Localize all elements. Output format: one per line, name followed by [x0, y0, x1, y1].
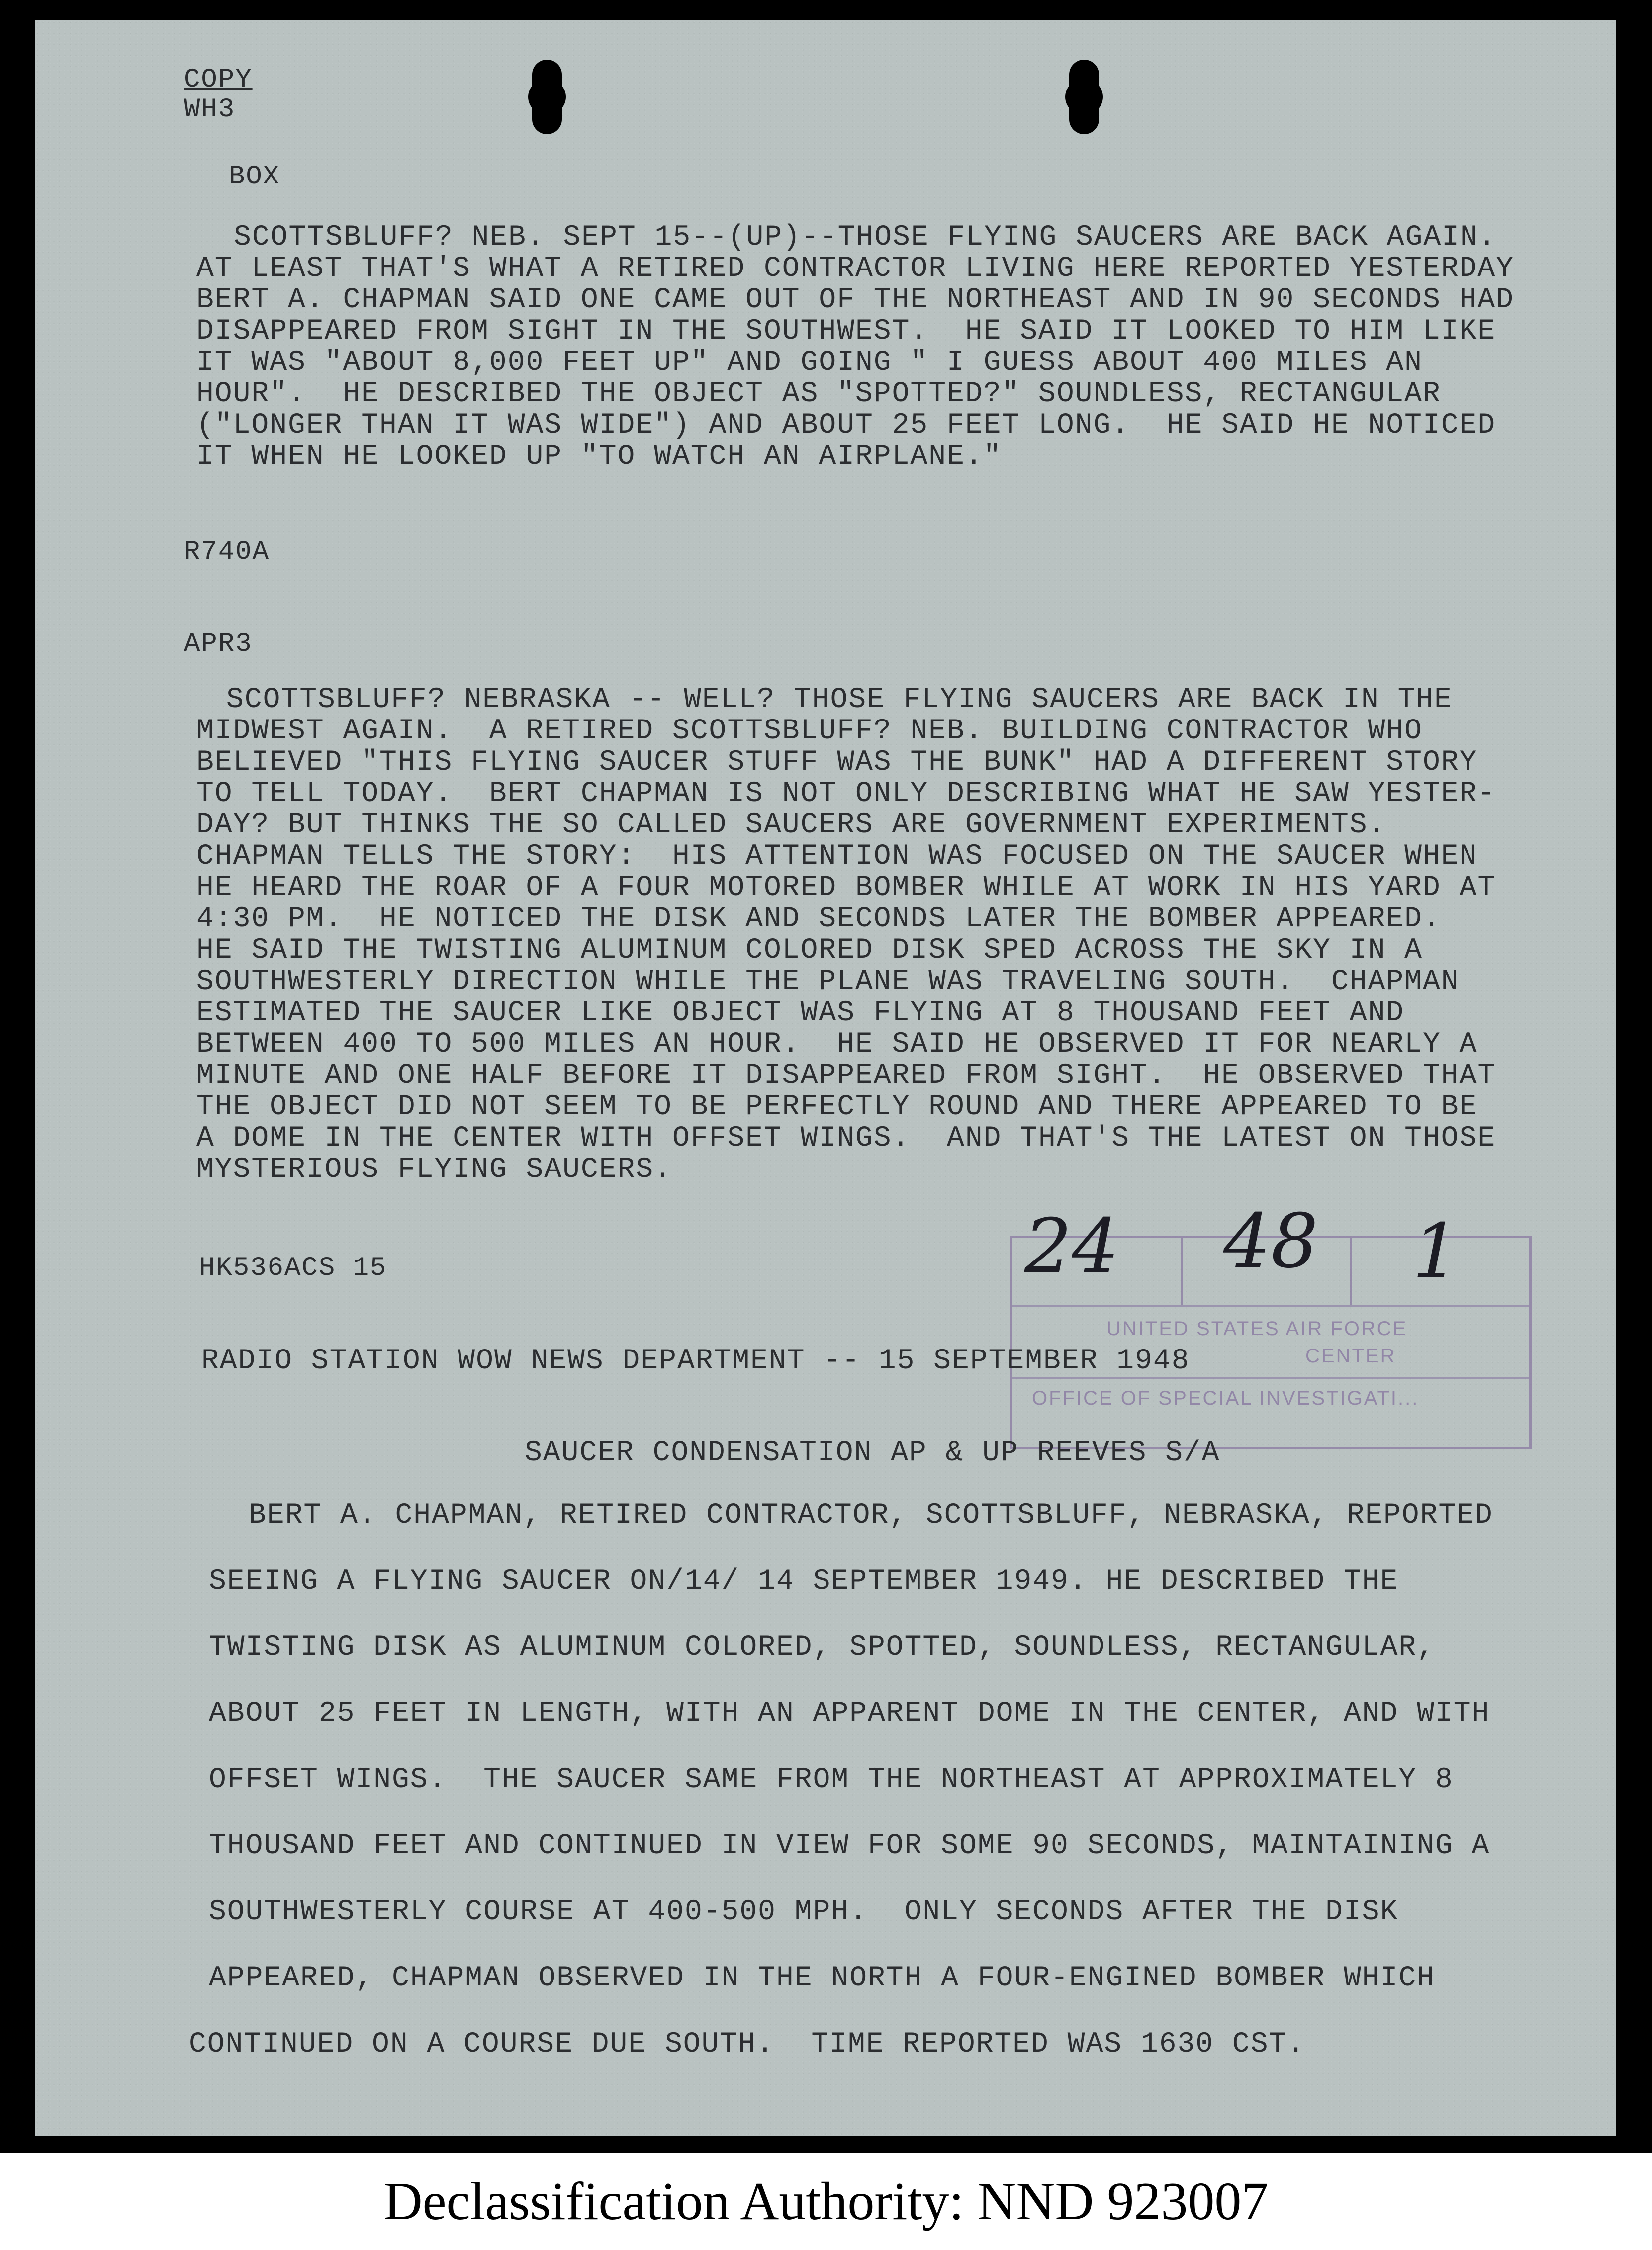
- story-2-line: A DOME IN THE CENTER WITH OFFSET WINGS. AND THAT'S THE LATEST ON THOSE: [196, 1122, 1496, 1155]
- radio-line: OFFSET WINGS. THE SAUCER SAME FROM THE NORTHEAST AT APPROXIMATELY 8: [209, 1764, 1454, 1796]
- story-2-line: BETWEEN 400 TO 500 MILES AN HOUR. HE SAID HE OBSERVED IT FOR NEARLY A: [196, 1028, 1478, 1061]
- radio-line: TWISTING DISK AS ALUMINUM COLORED, SPOTTED, SOUNDLESS, RECTANGULAR,: [209, 1631, 1435, 1664]
- copy-label: COPY: [184, 65, 253, 95]
- story-2-line: 4:30 PM. HE NOTICED THE DISK AND SECONDS LATER THE BOMBER APPEARED.: [196, 903, 1441, 935]
- story-1-line: IT WHEN HE LOOKED UP "TO WATCH AN AIRPLANE.": [196, 441, 1002, 473]
- story-1-line: BERT A. CHAPMAN SAID ONE CAME OUT OF THE NORTHEAST AND IN 90 SECONDS HAD: [196, 284, 1515, 316]
- stamp-line-2: CENTER: [1305, 1345, 1396, 1367]
- radio-line: APPEARED, CHAPMAN OBSERVED IN THE NORTH A FOUR-ENGINED BOMBER WHICH: [209, 1962, 1435, 1994]
- story-2-line: MYSTERIOUS FLYING SAUCERS.: [196, 1154, 672, 1186]
- story-1-line: ("LONGER THAN IT WAS WIDE") AND ABOUT 25 FEET LONG. HE SAID HE NOTICED: [196, 409, 1496, 442]
- radio-line: SOUTHWESTERLY COURSE AT 400-500 MPH. ONLY SECONDS AFTER THE DISK: [209, 1896, 1399, 1928]
- radio-line: CONTINUED ON A COURSE DUE SOUTH. TIME REPORTED WAS 1630 CST.: [189, 2028, 1306, 2061]
- story-2-line: HE HEARD THE ROAR OF A FOUR MOTORED BOMBER WHILE AT WORK IN HIS YARD AT: [196, 872, 1496, 904]
- story-1-line: SCOTTSBLUFF? NEB. SEPT 15--(UP)--THOSE FLYING SAUCERS ARE BACK AGAIN.: [234, 221, 1497, 254]
- story-2-line: TO TELL TODAY. BERT CHAPMAN IS NOT ONLY DESCRIBING WHAT HE SAW YESTER-: [196, 778, 1496, 810]
- story-1-code: R740A: [184, 537, 270, 567]
- box-label: BOX: [229, 162, 280, 192]
- wire-code: WH3: [184, 94, 236, 125]
- story-1-line: DISAPPEARED FROM SIGHT IN THE SOUTHWEST. HE SAID IT LOOKED TO HIM LIKE: [196, 315, 1496, 348]
- story-2-line: CHAPMAN TELLS THE STORY: HIS ATTENTION WAS FOCUSED ON THE SAUCER WHEN: [196, 840, 1478, 873]
- story-2-code-footer: HK536ACS 15: [199, 1253, 387, 1283]
- story-2-line: BELIEVED "THIS FLYING SAUCER STUFF WAS THE BUNK" HAD A DIFFERENT STORY: [196, 746, 1478, 779]
- story-2-line: MIDWEST AGAIN. A RETIRED SCOTTSBLUFF? NEB. BUILDING CONTRACTOR WHO: [196, 715, 1423, 747]
- story-2-line: MINUTE AND ONE HALF BEFORE IT DISAPPEARED FROM SIGHT. HE OBSERVED THAT: [196, 1060, 1496, 1092]
- story-2-line: ESTIMATED THE SAUCER LIKE OBJECT WAS FLYING AT 8 THOUSAND FEET AND: [196, 997, 1405, 1029]
- stamp-line-1: UNITED STATES AIR FORCE: [1106, 1318, 1408, 1340]
- document-page: [35, 20, 1616, 2136]
- handwritten-number-2: 48: [1223, 1198, 1318, 1285]
- story-2-line: SCOTTSBLUFF? NEBRASKA -- WELL? THOSE FLYING SAUCERS ARE BACK IN THE: [226, 684, 1453, 716]
- punch-hole-left: [532, 60, 562, 134]
- story-1-line: IT WAS "ABOUT 8,000 FEET UP" AND GOING " I GUESS ABOUT 400 MILES AN: [196, 347, 1423, 379]
- story-1-line: HOUR". HE DESCRIBED THE OBJECT AS "SPOTTED?" SOUNDLESS, RECTANGULAR: [196, 378, 1441, 410]
- radio-subject: SAUCER CONDENSATION AP & UP REEVES S/A: [525, 1437, 1220, 1469]
- handwritten-number-1: 24: [1024, 1203, 1119, 1290]
- radio-dateline: RADIO STATION WOW NEWS DEPARTMENT -- 15 SEPTEMBER 1948: [201, 1345, 1190, 1377]
- radio-line: SEEING A FLYING SAUCER ON/14/ 14 SEPTEMBER 1949. HE DESCRIBED THE: [209, 1565, 1399, 1598]
- declassification-footer: Declassification Authority: NND 923007: [0, 2153, 1652, 2250]
- story-2-line: THE OBJECT DID NOT SEEM TO BE PERFECTLY ROUND AND THERE APPEARED TO BE: [196, 1091, 1478, 1123]
- stamp-line-3: OFFICE OF SPECIAL INVESTIGATI...: [1032, 1387, 1419, 1409]
- radio-line: ABOUT 25 FEET IN LENGTH, WITH AN APPARENT DOME IN THE CENTER, AND WITH: [209, 1698, 1490, 1730]
- story-2-line: DAY? BUT THINKS THE SO CALLED SAUCERS ARE GOVERNMENT EXPERIMENTS.: [196, 809, 1386, 841]
- punch-hole-right: [1069, 60, 1099, 134]
- radio-line: BERT A. CHAPMAN, RETIRED CONTRACTOR, SCOTTSBLUFF, NEBRASKA, REPORTED: [249, 1499, 1493, 1531]
- story-2-code: APR3: [184, 629, 253, 659]
- story-2-line: HE SAID THE TWISTING ALUMINUM COLORED DISK SPED ACROSS THE SKY IN A: [196, 934, 1423, 967]
- story-2-line: SOUTHWESTERLY DIRECTION WHILE THE PLANE WAS TRAVELING SOUTH. CHAPMAN: [196, 966, 1460, 998]
- handwritten-number-3: 1: [1412, 1208, 1460, 1295]
- radio-line: THOUSAND FEET AND CONTINUED IN VIEW FOR SOME 90 SECONDS, MAINTAINING A: [209, 1830, 1490, 1862]
- story-1-line: AT LEAST THAT'S WHAT A RETIRED CONTRACTOR LIVING HERE REPORTED YESTERDAY: [196, 253, 1515, 285]
